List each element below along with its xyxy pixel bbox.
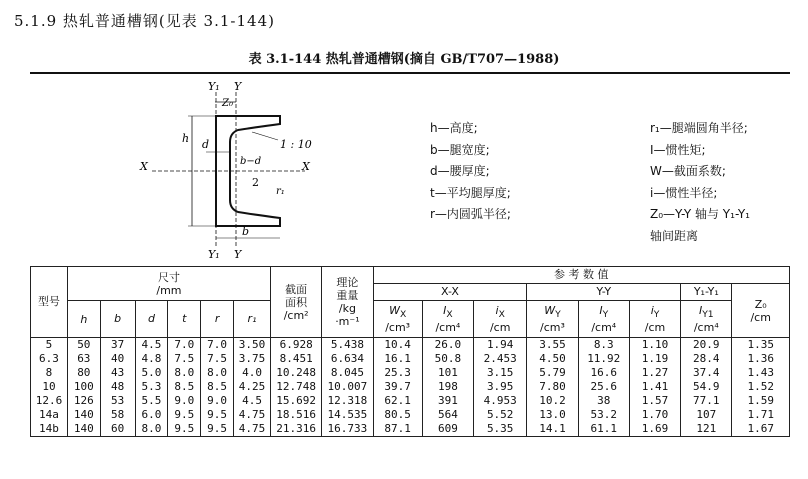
legend-right (650, 118, 750, 247)
table-cell: 37 (100, 338, 135, 353)
fig-label-x-right: X (302, 160, 310, 173)
table-cell: 14.1 (527, 422, 578, 437)
table-cell: 14a (31, 408, 68, 422)
th-dim-h: h (67, 301, 100, 338)
fig-label-slope: 1 : 10 (280, 138, 312, 151)
steel-channel-table (30, 266, 790, 437)
legend-item-z0: Z₀—Y-Y 轴与 Y₁-Y₁ (650, 207, 750, 221)
table-cell: 1.59 (732, 394, 790, 408)
table-cell: 14b (31, 422, 68, 437)
table-cell: 9.5 (168, 422, 201, 437)
table-row (31, 408, 790, 422)
table-cell: 6.0 (135, 408, 168, 422)
table-cell: 16.733 (322, 422, 373, 437)
table-cell: 1.43 (732, 366, 790, 380)
table-cell: 87.1 (373, 422, 422, 437)
table-cell: 9.5 (201, 422, 234, 437)
fig-label-b: b (242, 225, 250, 238)
table-cell: 5.5 (135, 394, 168, 408)
th-iy1: $I_{Y1}$ /cm⁴ (681, 301, 732, 338)
th-dim-t: t (168, 301, 201, 338)
th-size: 尺寸 /mm (67, 267, 270, 301)
table-cell: 7.0 (168, 338, 201, 353)
table-cell: 43 (100, 366, 135, 380)
table-cell: 101 (422, 366, 473, 380)
th-dim-d: d (135, 301, 168, 338)
table-cell: 107 (681, 408, 732, 422)
table-cell: 5.3 (135, 380, 168, 394)
th-wy: $W_Y$ /cm³ (527, 301, 578, 338)
fig-label-y-top: Y (234, 80, 242, 93)
table-cell: 20.9 (681, 338, 732, 353)
table-cell: 1.10 (629, 338, 680, 353)
table-cell: 4.75 (234, 408, 271, 422)
table-row (31, 366, 790, 380)
table-cell: 21.316 (271, 422, 322, 437)
th-yy: Y-Y (527, 284, 681, 301)
table-cell: 7.5 (201, 352, 234, 366)
table-cell: 77.1 (681, 394, 732, 408)
fig-label-r1: r₁ (276, 186, 285, 197)
table-cell: 50 (67, 338, 100, 353)
table-cell: 7.0 (201, 338, 234, 353)
table-cell: 8.3 (578, 338, 629, 353)
table-cell: 5.0 (135, 366, 168, 380)
table-cell: 3.95 (474, 380, 527, 394)
table-cell: 1.70 (629, 408, 680, 422)
th-z0: Z₀ /cm (732, 284, 790, 338)
table-cell: 8.5 (168, 380, 201, 394)
table-cell: 4.25 (234, 380, 271, 394)
table-cell: 1.27 (629, 366, 680, 380)
th-wx: $W_X$ /cm³ (373, 301, 422, 338)
table-cell: 8.0 (135, 422, 168, 437)
fig-label-two: 2 (252, 176, 259, 189)
table-cell: 37.4 (681, 366, 732, 380)
th-iy-radius: $i_Y$ /cm (629, 301, 680, 338)
table-cell: 12.318 (322, 394, 373, 408)
table-cell: 5.438 (322, 338, 373, 353)
table-cell: 5.52 (474, 408, 527, 422)
table-cell: 1.67 (732, 422, 790, 437)
table-cell: 14.535 (322, 408, 373, 422)
legend-left (430, 118, 511, 226)
legend-item-i-moment: I—惯性矩; (650, 142, 706, 157)
table-cell: 25.6 (578, 380, 629, 394)
fig-label-d: d (202, 138, 210, 151)
table-cell: 5.79 (527, 366, 578, 380)
table-row (31, 380, 790, 394)
table-cell: 13.0 (527, 408, 578, 422)
th-model: 型号 (31, 267, 68, 338)
table-cell: 6.634 (322, 352, 373, 366)
table-cell: 4.0 (234, 366, 271, 380)
fig-label-x-left: X (140, 160, 148, 173)
table-cell: 80.5 (373, 408, 422, 422)
table-cell: 8.451 (271, 352, 322, 366)
table-cell: 9.0 (201, 394, 234, 408)
th-reference: 参 考 数 值 (373, 267, 789, 284)
table-cell: 4.50 (527, 352, 578, 366)
table-cell: 100 (67, 380, 100, 394)
table-cell: 60 (100, 422, 135, 437)
section-title: 5.1.9 热轧普通槽钢(见表 3.1-144) (14, 12, 275, 30)
table-cell: 50.8 (422, 352, 473, 366)
fig-label-h: h (182, 132, 190, 145)
table-cell: 3.50 (234, 338, 271, 353)
table-cell: 48 (100, 380, 135, 394)
top-rule (30, 72, 790, 74)
table-row (31, 394, 790, 408)
table-cell: 4.953 (474, 394, 527, 408)
th-ix-moment: $I_X$ /cm⁴ (422, 301, 473, 338)
table-cell: 10.248 (271, 366, 322, 380)
legend-item-d: d—腰厚度; (430, 164, 490, 178)
table-row (31, 352, 790, 366)
channel-section-figure (130, 78, 320, 263)
table-cell: 1.19 (629, 352, 680, 366)
table-cell: 12.6 (31, 394, 68, 408)
fig-label-y1-top: Y₁ (208, 80, 220, 93)
table-cell: 39.7 (373, 380, 422, 394)
table-cell: 5 (31, 338, 68, 353)
th-ix-radius: $i_X$ /cm (474, 301, 527, 338)
table-cell: 62.1 (373, 394, 422, 408)
table-cell: 7.80 (527, 380, 578, 394)
table-cell: 2.453 (474, 352, 527, 366)
table-cell: 198 (422, 380, 473, 394)
th-dim-r: r (201, 301, 234, 338)
table-cell: 8 (31, 366, 68, 380)
legend-item-h: h—高度; (430, 121, 478, 135)
fig-label-y1-bottom: Y₁ (208, 248, 220, 261)
table-cell: 1.41 (629, 380, 680, 394)
legend-item-t: t—平均腿厚度; (430, 185, 511, 200)
table-cell: 609 (422, 422, 473, 437)
table-cell: 126 (67, 394, 100, 408)
table-cell: 1.57 (629, 394, 680, 408)
table-cell: 1.36 (732, 352, 790, 366)
legend-item-r1: r₁—腿端圆角半径; (650, 121, 748, 135)
legend-item-z0-cont: 轴间距离 (650, 228, 699, 243)
table-cell: 8.0 (168, 366, 201, 380)
table-cell: 1.71 (732, 408, 790, 422)
table-cell: 140 (67, 408, 100, 422)
table-cell: 26.0 (422, 338, 473, 353)
table-title: 表 3.1-144 热轧普通槽钢(摘自 GB/T707—1988) (248, 52, 560, 67)
table-cell: 28.4 (681, 352, 732, 366)
legend-item-i-radius: i—惯性半径; (650, 185, 718, 200)
table-cell: 10.007 (322, 380, 373, 394)
table-cell: 15.692 (271, 394, 322, 408)
table-cell: 54.9 (681, 380, 732, 394)
table-cell: 53.2 (578, 408, 629, 422)
fig-label-z0: Z₀ (222, 98, 233, 109)
table-cell: 1.69 (629, 422, 680, 437)
table-cell: 3.15 (474, 366, 527, 380)
th-dim-b: b (100, 301, 135, 338)
th-iy-moment: $I_Y$ /cm⁴ (578, 301, 629, 338)
fig-label-b-minus-d: b−d (240, 156, 262, 167)
table-cell: 53 (100, 394, 135, 408)
table-cell: 564 (422, 408, 473, 422)
th-area: 截面 面积 /cm² (271, 267, 322, 338)
table-cell: 18.516 (271, 408, 322, 422)
table-cell: 11.92 (578, 352, 629, 366)
legend-item-r: r—内圆弧半径; (430, 207, 511, 221)
table-cell: 1.35 (732, 338, 790, 353)
table-cell: 121 (681, 422, 732, 437)
table-cell: 25.3 (373, 366, 422, 380)
fig-label-y-bottom: Y (234, 248, 242, 261)
table-cell: 7.5 (168, 352, 201, 366)
th-dim-r1: r₁ (234, 301, 271, 338)
th-weight: 理论 重量 /kg ·m⁻¹ (322, 267, 373, 338)
table-cell: 8.0 (201, 366, 234, 380)
table-cell: 1.94 (474, 338, 527, 353)
table-cell: 3.55 (527, 338, 578, 353)
table-row (31, 422, 790, 437)
table-cell: 6.3 (31, 352, 68, 366)
table-cell: 4.5 (135, 338, 168, 353)
table-cell: 16.1 (373, 352, 422, 366)
table-cell: 12.748 (271, 380, 322, 394)
table-cell: 4.75 (234, 422, 271, 437)
table-cell: 10.2 (527, 394, 578, 408)
table-cell: 10 (31, 380, 68, 394)
table-cell: 40 (100, 352, 135, 366)
table-cell: 9.5 (201, 408, 234, 422)
table-cell: 58 (100, 408, 135, 422)
table-cell: 80 (67, 366, 100, 380)
table-cell: 8.045 (322, 366, 373, 380)
table-row (31, 338, 790, 353)
legend-item-b: b—腿宽度; (430, 142, 490, 157)
table-cell: 16.6 (578, 366, 629, 380)
table-cell: 9.5 (168, 408, 201, 422)
table-cell: 38 (578, 394, 629, 408)
table-cell: 1.52 (732, 380, 790, 394)
table-cell: 61.1 (578, 422, 629, 437)
legend-item-w: W—截面系数; (650, 164, 726, 178)
table-cell: 4.8 (135, 352, 168, 366)
table-cell: 4.5 (234, 394, 271, 408)
table-cell: 8.5 (201, 380, 234, 394)
table-cell: 10.4 (373, 338, 422, 353)
table-cell: 5.35 (474, 422, 527, 437)
table-cell: 6.928 (271, 338, 322, 353)
table-cell: 63 (67, 352, 100, 366)
table-cell: 3.75 (234, 352, 271, 366)
th-y1y1: Y₁-Y₁ (681, 284, 732, 301)
table-cell: 391 (422, 394, 473, 408)
th-xx: X-X (373, 284, 527, 301)
table-cell: 140 (67, 422, 100, 437)
table-cell: 9.0 (168, 394, 201, 408)
